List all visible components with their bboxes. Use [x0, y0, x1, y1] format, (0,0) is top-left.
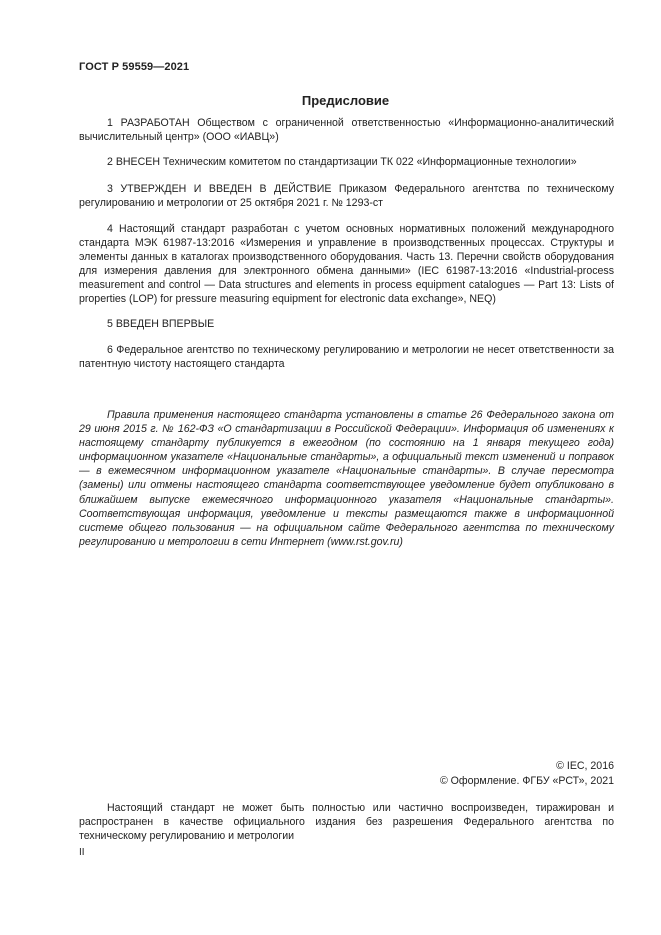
foreword-item-2: 2 ВНЕСЕН Техническим комитетом по стандартизации ТК 022 «Информационные технологии»	[107, 156, 577, 168]
reproduction-notice: Настоящий стандарт не может быть полностью или частично воспроизведен, тиражирован и распространен в качестве официального издания без разрешения Федерального агентства по техническому регулированию и метрологии	[79, 802, 614, 842]
rules-notice: Правила применения настоящего стандарта установлены в статье 26 Федерального закона от 29 июня 2015 г. № 162-ФЗ «О стандартизации в Российской Федерации». Информация об изменениях к настоящему стандарту публикуется в ежегодном (по состоянию на 1 января текущего года) информационном указателе «Национальные стандарты», а официальный текст изменений и поправок — в ежемесячном информационном указателе «Национальные стандарты». В случае пересмотра (замены) или отмены настоящего стандарта соответствующее уведомление будет опубликовано в ближайшем выпуске ежемесячного информационного указателя «Национальные стандарты». Соответствующая информация, уведомление и тексты размещаются также в информационной системе общего пользования — на официальном сайте Федерального агентства по техническому регулированию и метрологии в сети Интернет (www.rst.gov.ru)	[79, 409, 614, 548]
foreword-item-6: 6 Федеральное агентство по техническому регулированию и метрологии не несет ответственности за патентную чистоту настоящего стандарта	[79, 344, 614, 370]
page-number: II	[79, 847, 85, 858]
page-title: Предисловие	[301, 93, 390, 108]
standard-code: ГОСТ Р 59559—2021	[79, 61, 190, 73]
foreword-item-5: 5 ВВЕДЕН ВПЕРВЫЕ	[107, 318, 215, 330]
foreword-item-4: 4 Настоящий стандарт разработан с учетом основных нормативных положений международного стандарта МЭК 61987-13:2016 «Измерения и управление в производственных процессах. Структуры и элементы данных в каталогах производственного оборудования. Часть 13. Перечни свойств оборудования для измерения давления для электронного обмена данными» (IEC 61987-13:2016 «Industrial-process measurement and control — Data structures and elements in process equipment catalogues — Part 13: Lists of properties (LOP) for pressure measuring equipment for electronic data exchange», NEQ)	[79, 223, 614, 305]
copyright-rst: © Оформление. ФГБУ «РСТ», 2021	[439, 775, 614, 787]
copyright-iec: © IEC, 2016	[556, 760, 614, 772]
foreword-item-1: 1 РАЗРАБОТАН Обществом с ограниченной ответственностью «Информационно-аналитический вычислительный центр» (ООО «ИАВЦ»)	[79, 117, 614, 143]
foreword-item-3: 3 УТВЕРЖДЕН И ВВЕДЕН В ДЕЙСТВИЕ Приказом Федерального агентства по техническому регулированию и метрологии от 25 октября 2021 г. № 1293-ст	[79, 183, 614, 209]
